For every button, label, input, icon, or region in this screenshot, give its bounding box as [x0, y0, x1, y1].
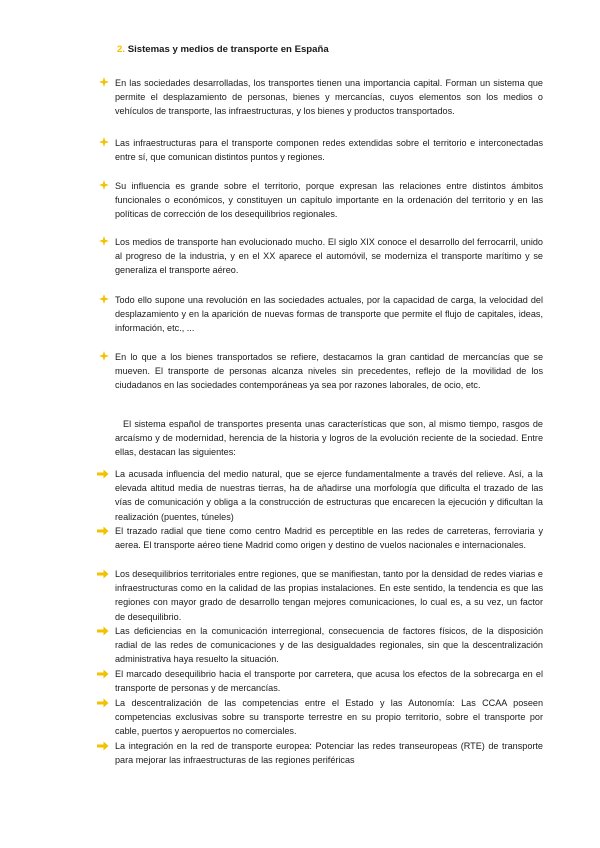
- diamond-bullet-icon: [99, 236, 109, 246]
- arrow-bullet-icon: [97, 469, 109, 479]
- bullet-text: Las infraestructuras para el transporte componen redes extendidas sobre el territorio e interconectadas entre sí, que comunican distintos puntos y regiones.: [115, 138, 543, 163]
- section-title: Sistemas y medios de transporte en España: [127, 44, 329, 55]
- bullet-text: Su influencia es grande sobre el territorio, porque expresan las relaciones entre distintos ámbitos funcionales o económicos, y constituyen un capítulo importante en la ordenación del territorio y en las políticas de corrección de los desequilibrios regionales.: [115, 181, 543, 220]
- arrow-bullet-icon: [97, 526, 109, 536]
- arrow-item-text: El trazado radial que tiene como centro Madrid es perceptible en las redes de carreteras, ferroviaria y aerea. El transporte aéreo tiene Madrid como origen y destino de vuelos nacionales e internacionales.: [115, 526, 543, 551]
- arrow-bullet-icon: [97, 698, 109, 708]
- section-heading: [117, 44, 329, 55]
- bullet-text: Los medios de transporte han evolucionado mucho. El siglo XIX conoce el desarrollo del ferrocarril, unido al progreso de la industria, y en el XX aparece el automóvil, se moderniza el transporte marítimo y se generaliza el transporte aéreo.: [115, 237, 543, 276]
- arrow-item-text: El marcado desequilibrio hacia el transporte por carretera, que acusa los efectos de la sobrecarga en el transporte de personas y de mercancías.: [115, 669, 543, 694]
- diamond-bullet-icon: [99, 294, 109, 304]
- arrow-item-text: Los desequilibrios territoriales entre regiones, que se manifiestan, tanto por la densidad de redes viarias e infraestructuras como en la calidad de las propias instalaciones. En este sentido, la tendencia es que las regiones con mayor grado de desarrollo tengan mejores comunicaciones, lo cual es, a su vez, un factor de desequilibrio.: [115, 569, 543, 622]
- arrow-bullet-icon: [97, 569, 109, 579]
- arrow-bullet-icon: [97, 669, 109, 679]
- diamond-bullet-icon: [99, 137, 109, 147]
- bullet-text: Todo ello supone una revolución en las sociedades actuales, por la capacidad de carga, la velocidad del desplazamiento y en la aparición de nuevas formas de transporte que permite el flujo de capitales, ideas, información, etc., ...: [115, 295, 543, 334]
- arrow-item-text: Las deficiencias en la comunicación interregional, consecuencia de factores físicos, de la disposición radial de las redes de comunicaciones y de las desigualdades regionales, sin que la descentralización administrativa haya resuelto la situación.: [115, 626, 543, 665]
- bullet-text: En lo que a los bienes transportados se refiere, destacamos la gran cantidad de mercancías que se mueven. El transporte de personas alcanza niveles sin precedentes, reflejo de la movilidad de los ciudadanos en las sociedades contemporáneas ya sea por razones laborales, de ocio, etc.: [115, 352, 543, 391]
- section-number: 2.: [117, 44, 126, 55]
- arrow-item-text: La acusada influencia del medio natural, que se ejerce fundamentalmente a través del relieve. Así, a la elevada altitud media de nuestras tierras, ha de añadirse una morfología que dificulta el trazado de las vías de comunicación y obliga a la construcción de estructuras que encarecen la ejecución y dificultan la realización (puentes, túneles): [115, 469, 543, 522]
- arrow-item-text: La descentralización de las competencias entre el Estado y las Autonomía: Las CCAA poseen competencias exclusivas sobre su transporte terrestre en su propio territorio, sobre el transporte por cable, puertos y aeropuertos no comerciales.: [115, 698, 543, 737]
- diamond-bullet-icon: [99, 77, 109, 87]
- intro-paragraph: El sistema español de transportes presenta unas características que son, al mismo tiempo, rasgos de arcaísmo y de modernidad, herencia de la historia y logros de la evolución reciente de la sociedad. Entre ellas, destacan las siguientes:: [115, 419, 543, 458]
- diamond-bullet-icon: [99, 180, 109, 190]
- arrow-bullet-icon: [97, 626, 109, 636]
- diamond-bullet-icon: [99, 351, 109, 361]
- arrow-bullet-icon: [97, 741, 109, 751]
- arrow-item-text: La integración en la red de transporte europea: Potenciar las redes transeuropeas (RTE) de transporte para mejorar las infraestructuras de las regiones periféricas: [115, 741, 543, 766]
- bullet-text: En las sociedades desarrolladas, los transportes tienen una importancia capital. Forman un sistema que permite el desplazamiento de personas, bienes y mercancías, cuyos elementos son los medios o vehículos de transporte, las infraestructuras, y los bienes y productos transportados.: [115, 78, 543, 117]
